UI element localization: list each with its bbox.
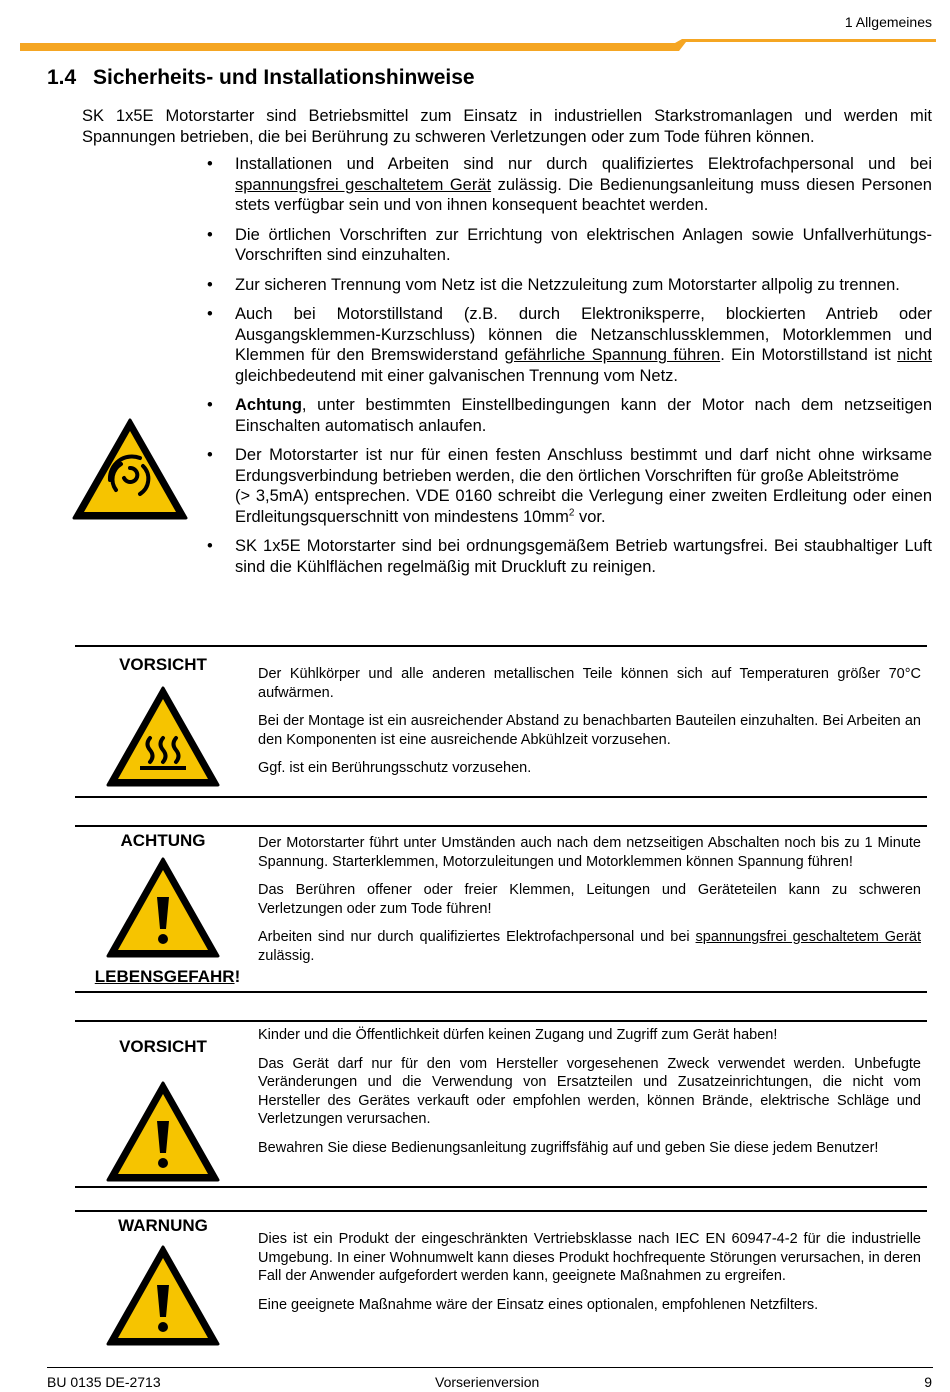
bullet-local-regulations: • Die örtlichen Vorschriften zur Errichtung von elektrischen Anlagen sowie Unfallverhütungs-Vorschriften sind einzuhalten.: [207, 225, 932, 266]
footer-page-number: 9: [924, 1374, 932, 1390]
bullet-fixed-connection: • Der Motorstarter ist nur für einen festen Anschluss bestimmt und darf nicht ohne wirksame Erdungsverbindung betrieben werden, die den örtlichen Vorschriften für große Ableitströme (> 3,5mA) entsprechen. VDE 0160 schreibt die Verlegung einer zweiten Erdleitung oder einen Erdleitungsquerschnitt von mindestens $10mm^2$ vor.: [207, 445, 932, 527]
footer-doc-id: BU 0135 DE-2713: [47, 1374, 161, 1390]
bullet-maintenance: • SK 1x5E Motorstarter sind bei ordnungsgemäßem Betrieb wartungsfrei. Bei staubhaltiger Luft sind die Kühlflächen regelmäßig mit Druckluft zu reinigen.: [207, 536, 932, 577]
notice-achtung-danger: [75, 825, 927, 995]
section-number: 1.4: [47, 66, 77, 89]
bullet-auto-restart: • Achtung, unter bestimmten Einstellbedingungen kann der Motor nach dem netzseitigen Einschalten automatisch anlaufen.: [207, 395, 932, 436]
footer-rule: [47, 1367, 933, 1368]
general-warning-icon: [106, 1245, 220, 1347]
safety-bullet-list: [207, 154, 932, 586]
section-heading: [47, 66, 475, 90]
section-title: Sicherheits- und Installationshinweise: [93, 66, 475, 89]
header-accent-bar: [20, 39, 936, 53]
intro-paragraph: SK 1x5E Motorstarter sind Betriebsmittel zum Einsatz in industriellen Starkstromanlagen und werden mit Spannungen betrieben, die bei Berührung zu schweren Verletzungen oder zum Tode führen können.: [82, 107, 932, 146]
notice-label: VORSICHT: [119, 655, 207, 674]
notice-warnung-emc: [75, 1210, 927, 1360]
general-warning-icon: [106, 857, 220, 959]
notice-label: VORSICHT: [119, 1037, 207, 1056]
bullet-standstill-voltage: • Auch bei Motorstillstand (z.B. durch Elektroniksperre, blockierten Antrieb oder Ausgangsklemmen-Kurzschluss) können die Netzanschlussklemmen, Motorklemmen und Klemmen für den Bremswiderstand gefährliche Spannung führen. Ein Motorstillstand ist nicht gleichbedeutend mit einer galvanischen Trennung vom Netz.: [207, 304, 932, 386]
automatic-start-warning-icon: [72, 418, 188, 521]
notice-text: Der Kühlkörper und alle anderen metallischen Teile können sich auf Temperaturen größer 70°C aufwärmen. Bei der Montage ist ein ausreichender Abstand zu benachbarten Bauteilen einzuhalten. Bei Arbeiten an den Komponenten ist eine ausreichende Abkühlzeit vorzusehen. Ggf. ist ein Berührungsschutz vorzusehen.: [258, 666, 921, 776]
bullet-mains-disconnect: • Zur sicheren Trennung vom Netz ist die Netzzuleitung zum Motorstarter allpolig zu trennen.: [207, 275, 932, 296]
bullet-qualified-personnel: • Installationen und Arbeiten sind nur durch qualifiziertes Elektrofachpersonal und bei spannungsfrei geschaltetem Gerät zulässig. Die Bedienungsanleitung muss diesen Personen stets verfügbar sein und von ihnen konsequent beachtet werden.: [207, 154, 932, 216]
notice-vorsicht-hot: [75, 645, 927, 798]
hot-surface-warning-icon: [106, 686, 220, 788]
notice-label: WARNUNG: [118, 1216, 208, 1235]
notice-vorsicht-access: [75, 1020, 927, 1190]
general-warning-icon: [106, 1081, 220, 1183]
notice-text: Der Motorstarter führt unter Umständen auch nach dem netzseitigen Abschalten noch bis zu 1 Minute Spannung. Starterklemmen, Motorzuleitungen und Motorklemmen können Spannung führen! Das Berühren offener oder freier Klemmen, Leitungen und Geräteteilen kann zu schweren Verletzungen oder zum Tode führen! Arbeiten sind nur durch qualifiziertes Elektrofachpersonal und bei spannungsfrei geschaltetem Gerät zulässig.: [258, 835, 921, 964]
danger-sublabel: LEBENSGEFAHR!: [94, 967, 241, 986]
chapter-header: 1 Allgemeines: [844, 14, 932, 30]
notice-text: Kinder und die Öffentlichkeit dürfen keinen Zugang und Zugriff zum Gerät haben! Das Gerät darf nur für den vom Hersteller vorgesehenen Zweck verwendet werden. Unbefugte Veränderungen und die Verwendung von Ersatzteilen und Zusatzeinrichtungen, die nicht vom Hersteller des Gerätes verkauft oder empfohlen werden, können Brände, elektrische Schläge und Verletzungen verursachen. Bewahren Sie diese Bedienungsanleitung zugriffsfähig auf und geben Sie diese jedem Benutzer!: [258, 1027, 921, 1156]
footer-status: Vorserienversion: [435, 1374, 540, 1390]
notice-label: ACHTUNG: [120, 831, 206, 850]
notice-text: Dies ist ein Produkt der eingeschränkten Vertriebsklasse nach IEC EN 60947-4-2 für die industrielle Umgebung. In einer Wohnumwelt kann dieses Produkt hochfrequente Störungen verursachen, in deren Fall der Anwender aufgefordert werden kann, geeignete Maßnahmen zu ergreifen. Eine geeignete Maßnahme wäre der Einsatz eines optionalen, empfohlenen Netzfilters.: [258, 1231, 921, 1313]
